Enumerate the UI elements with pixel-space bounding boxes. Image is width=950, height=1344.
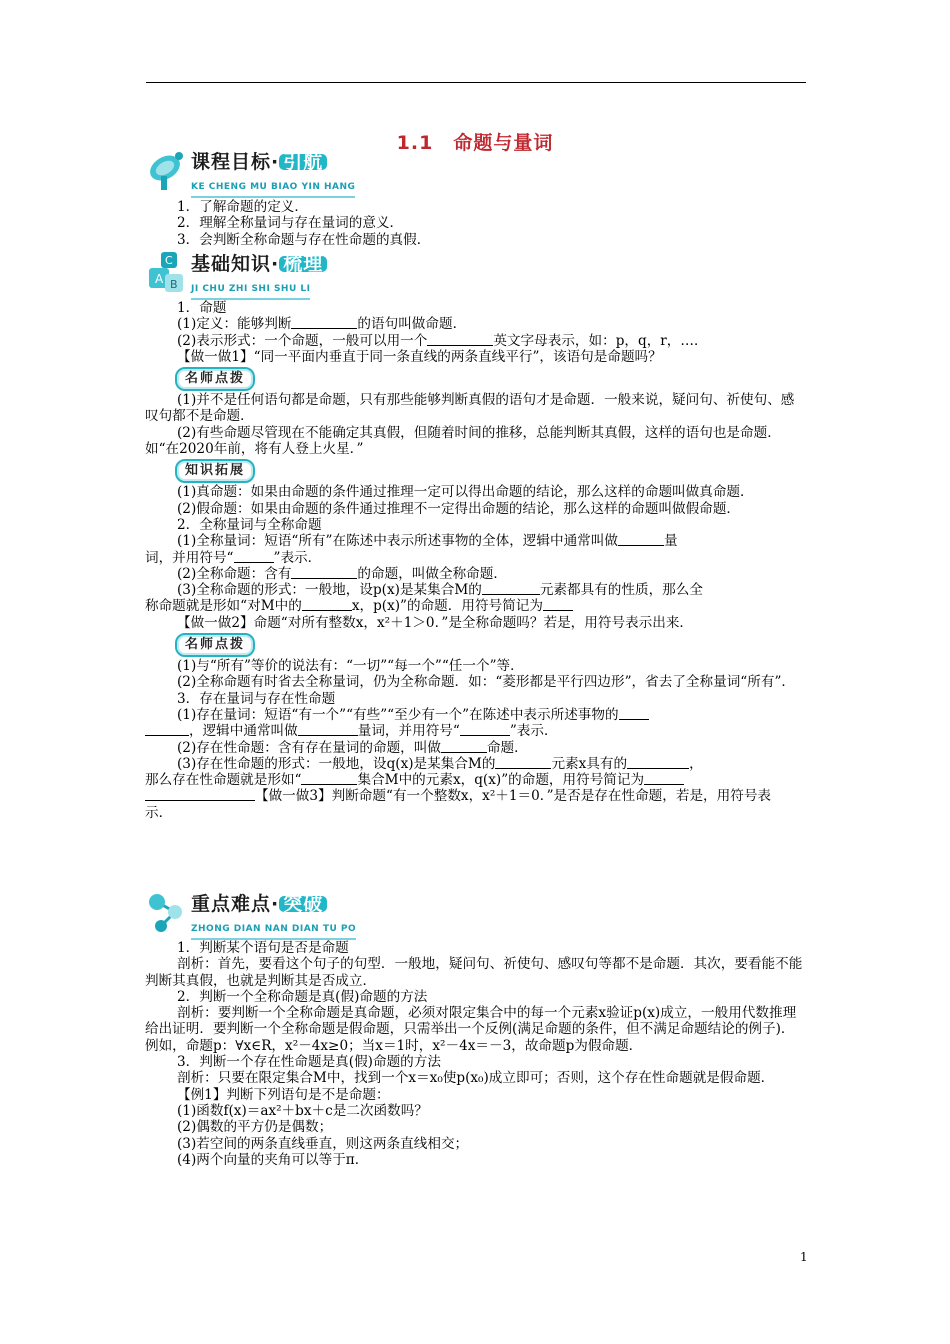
text-line: 示． xyxy=(145,804,173,821)
tip-tag: 名师点拨 xyxy=(175,367,255,391)
list-item: (3)若空间的两条直线垂直，则这两条直线相交； xyxy=(177,1135,469,1152)
banner-highlight: 引航 xyxy=(279,154,327,170)
goal-3: 3．会判断全称命题与存在性命题的真假． xyxy=(177,231,431,248)
text-line: (2)全称命题：含有 的命题，叫做全称命题． xyxy=(177,565,507,582)
text-line: ，逻辑中通常叫做 量词，并用符号“ ”表示． xyxy=(145,723,807,739)
paragraph: (2)有些命题尽管现在不能确定其真假，但随着时间的推移，总能判断其真假，这样的语句也是命题．如“在2020年前，将有人登上火星．” xyxy=(145,424,781,458)
banner-pinyin: KE CHENG MU BIAO YIN HANG xyxy=(191,179,355,198)
text-line: (1)全称量词：短语“所有”在陈述中表示所述事物的全体，逻辑中通常叫做 量 xyxy=(177,533,678,550)
section-heading: 2．全称量词与全称命题 xyxy=(177,516,322,533)
header-rule xyxy=(146,82,806,83)
banner-title: 重点难点· xyxy=(191,893,280,915)
banner-title: 基础知识· xyxy=(191,253,280,275)
svg-text:B: B xyxy=(170,278,178,291)
goal-2: 2．理解全称量词与存在量词的意义． xyxy=(177,215,404,232)
page-number: 1 xyxy=(800,1250,808,1264)
list-item: (1)函数f(x)＝ax²＋bx＋c是二次函数吗？ xyxy=(177,1102,428,1119)
satellite-dish-icon xyxy=(145,148,189,192)
exercise-1: 【做一做1】“同一平面内垂直于同一条直线的两条直线平行”，该语句是命题吗？ xyxy=(177,348,662,365)
svg-text:A: A xyxy=(155,272,164,286)
banner-pinyin: JI CHU ZHI SHI SHU LI xyxy=(191,281,310,300)
section-heading: 3．存在量词与存在性命题 xyxy=(177,690,336,707)
text-line: (3)全称命题的形式：一般地，设p(x)是某集合M的 元素都具有的性质，那么全 xyxy=(177,582,703,599)
text-line: (2)表示形式：一个命题，一般可以用一个 英文字母表示，如：p，q，r，…． xyxy=(177,332,708,349)
paragraph: (1)并不是任何语句都是命题，只有那些能够判断真假的语句才是命题．一般来说，疑问句、祈使句、感叹句都不是命题． xyxy=(145,392,795,425)
molecule-icon xyxy=(145,890,191,936)
goal-1: 1．了解命题的定义． xyxy=(177,199,308,215)
paragraph: 剖析：只要在限定集合M中，找到一个x＝x₀使p(x₀)成立即可；否则，这个存在性命题就是假命题． xyxy=(177,1070,775,1087)
svg-text:C: C xyxy=(165,254,173,267)
banner-title: 课程目标· xyxy=(191,151,280,173)
section-heading: 2．判断一个全称命题是真(假)命题的方法 xyxy=(177,988,428,1005)
section-heading: 1．命题 xyxy=(177,300,227,316)
banner-pinyin: ZHONG DIAN NAN DIAN TU PO xyxy=(191,921,356,940)
text-line: (1)定义：能够判断 的语句叫做命题． xyxy=(177,316,467,333)
tip-tag: 名师点拨 xyxy=(175,633,255,657)
text-line: 称命题就是形如“对M中的 x，p(x)”的命题．用符号简记为 xyxy=(145,598,807,614)
paragraph: (1)真命题：如果由命题的条件通过推理一定可以得出命题的结论，那么这样的命题叫做真命题． xyxy=(177,484,754,501)
paragraph: (1)与“所有”等价的说法有：“一切”“每一个”“任一个”等． xyxy=(177,658,524,675)
text-line: (1)存在量词：短语“有一个”“有些”“至少有一个”在陈述中表示所述事物的 xyxy=(145,707,807,723)
extension-tag: 知识拓展 xyxy=(175,459,255,483)
exercise-2: 【做一做2】命题“对所有整数x，x²＋1＞0．”是全称命题吗？若是，用符号表示出来． xyxy=(177,614,694,631)
banner-course-goals xyxy=(145,148,385,198)
example-1-heading: 【例1】判断下列语句是不是命题： xyxy=(177,1086,390,1103)
paragraph: (2)全称命题有时省去全称量词，仍为全称命题．如：“菱形都是平行四边形”，省去了全称量词“所有”． xyxy=(177,674,795,691)
section-heading: 1．判断某个语句是否是命题 xyxy=(177,940,349,956)
text-line: (3)存在性命题的形式：一般地，设q(x)是某集合M的 元素x具有的 ， xyxy=(177,755,703,772)
text-line: (2)存在性命题：含有存在量词的命题，叫做 命题． xyxy=(177,739,528,756)
paragraph: 剖析：首先，要看这个句子的句型．一般地，疑问句、祈使句、感叹句等都不是命题．其次，要看能不能判断其真假，也就是判断其是否成立． xyxy=(145,956,803,989)
text-line: 词，并用符号“ ”表示． xyxy=(145,549,322,566)
list-item: (2)偶数的平方仍是偶数； xyxy=(177,1119,333,1136)
banner-highlight: 突破 xyxy=(279,896,327,912)
page-title: 1.1 命题与量词 xyxy=(396,132,554,154)
abc-blocks-icon xyxy=(145,250,191,296)
paragraph: 剖析：要判断一个全称命题是真命题，必须对限定集合中的每一个元素x验证p(x)成立，一般用代数推理给出证明．要判断一个全称命题是假命题，只需举出一个反例(满足命题的条件，但不满足命题结论的例子)．例如，命题p：∀x∈R，x²－4x≥0；当x＝1时，x²－4x＝－3，故命题p为假命题． xyxy=(145,1005,797,1054)
text-line: 【做一做3】判断命题“有一个整数x，x²＋1＝0．”是否是存在性命题，若是，用符号表 xyxy=(145,788,807,804)
banner-highlight: 梳理 xyxy=(279,256,327,272)
text-line: 那么存在性命题就是形如“ 集合M中的元素x，q(x)”的命题，用符号简记为 xyxy=(145,772,807,788)
banner-basic-knowledge xyxy=(145,250,385,300)
banner-key-points xyxy=(145,890,385,940)
paragraph: (2)假命题：如果由命题的条件通过推理不一定得出命题的结论，那么这样的命题叫做假命题． xyxy=(177,500,741,517)
list-item: (4)两个向量的夹角可以等于π． xyxy=(177,1151,369,1168)
section-heading: 3．判断一个存在性命题是真(假)命题的方法 xyxy=(177,1054,441,1071)
